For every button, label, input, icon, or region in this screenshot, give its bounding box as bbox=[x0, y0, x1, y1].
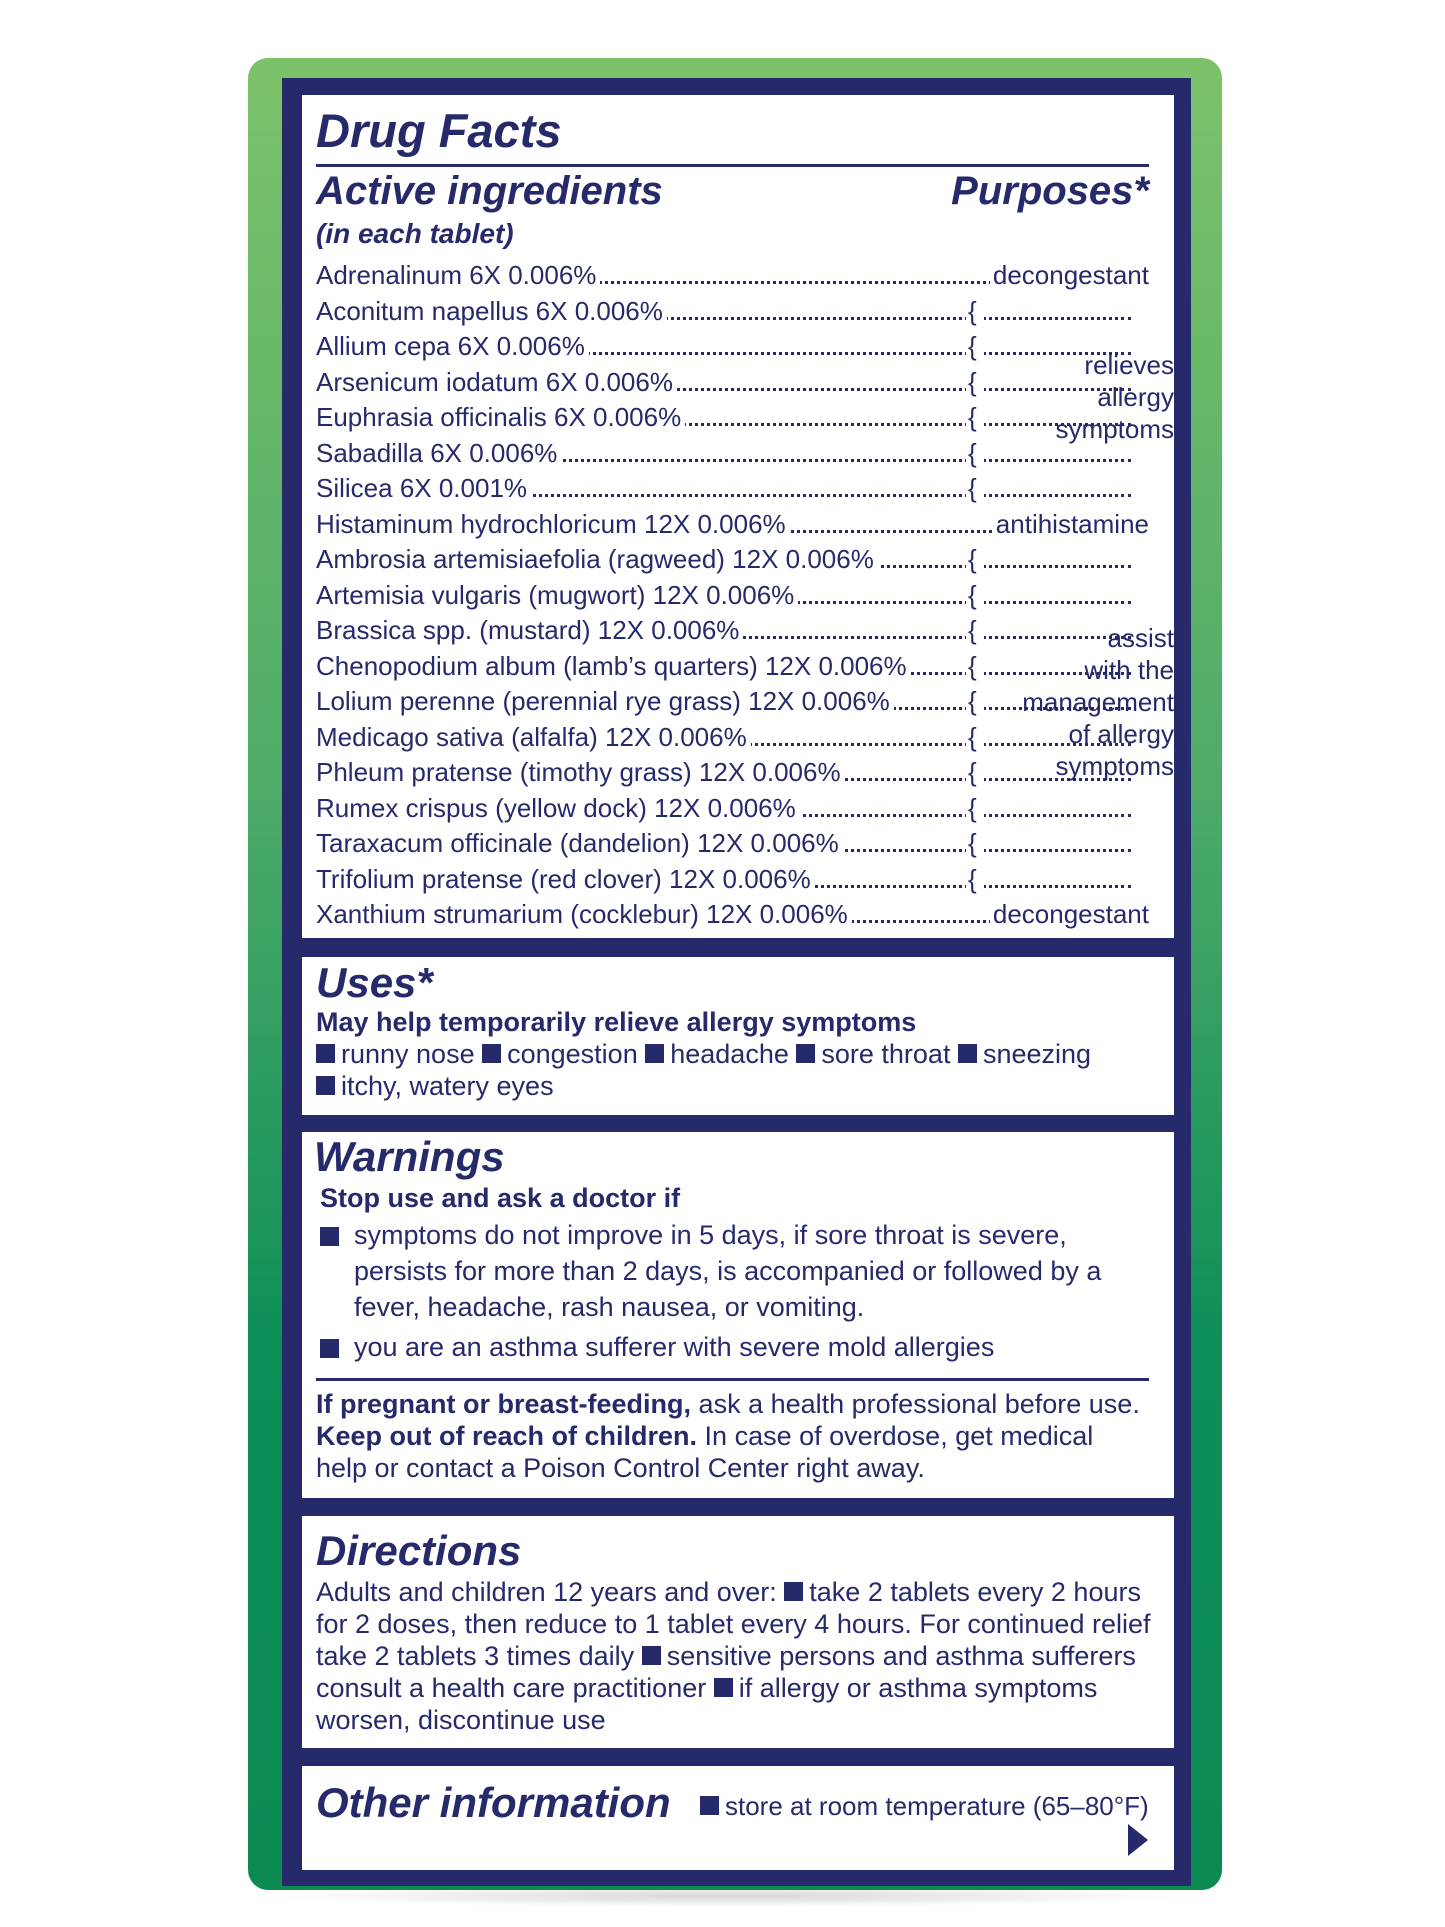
warnings-list bbox=[316, 1217, 1146, 1365]
purpose-line: assist bbox=[1107, 623, 1174, 653]
ingredient-row bbox=[316, 862, 1149, 897]
bullet-square-icon bbox=[482, 1044, 501, 1063]
uses-list bbox=[316, 1038, 1146, 1102]
list-item: headache bbox=[645, 1039, 789, 1069]
bullet-square-icon bbox=[316, 1076, 335, 1095]
other-info-item: store at room temperature (65–80°F) bbox=[700, 1790, 1149, 1822]
ingredient-name: Allium cepa 6X 0.006% bbox=[316, 331, 589, 361]
brace-mark: { bbox=[966, 649, 984, 684]
brace-mark: { bbox=[966, 613, 984, 648]
brace-mark: { bbox=[966, 791, 984, 826]
ingredient-row bbox=[316, 542, 1149, 577]
purpose-group-relieves bbox=[1004, 349, 1174, 445]
purpose-group-assist bbox=[1004, 622, 1174, 782]
list-item: sore throat bbox=[796, 1039, 950, 1069]
brace-mark: { bbox=[966, 542, 984, 577]
list-item: you are an asthma sufferer with severe mold allergies bbox=[316, 1329, 1146, 1365]
active-ingredients-heading: Active ingredients bbox=[316, 169, 663, 213]
ingredient-row bbox=[316, 507, 1149, 542]
pregnancy-warning bbox=[316, 1388, 1151, 1484]
ingredient-row bbox=[316, 897, 1149, 932]
list-item: if allergy or asthma symptoms worsen, discontinue use bbox=[316, 1673, 1098, 1735]
ingredient-row bbox=[316, 258, 1149, 293]
ingredient-name: Chenopodium album (lamb’s quarters) 12X 0.006% bbox=[316, 651, 911, 681]
ingredient-name: Brassica spp. (mustard) 12X 0.006% bbox=[316, 615, 743, 645]
bullet-square-icon bbox=[645, 1044, 664, 1063]
list-item: itchy, watery eyes bbox=[316, 1071, 554, 1101]
brace-mark: { bbox=[966, 329, 984, 364]
purpose-line: with the bbox=[1084, 655, 1174, 685]
ingredient-name: Artemisia vulgaris (mugwort) 12X 0.006% bbox=[316, 580, 798, 610]
ingredient-row bbox=[316, 578, 1149, 613]
ingredient-purpose: decongestant bbox=[990, 258, 1149, 293]
ingredient-name: Rumex crispus (yellow dock) 12X 0.006% bbox=[316, 793, 800, 823]
uses-heading: Uses* bbox=[316, 959, 433, 1006]
list-item: congestion bbox=[482, 1039, 638, 1069]
brace-mark: { bbox=[966, 826, 984, 861]
ingredient-name: Silicea 6X 0.001% bbox=[316, 473, 531, 503]
purposes-heading: Purposes* bbox=[951, 169, 1149, 213]
purpose-line: allergy bbox=[1097, 382, 1174, 412]
bullet-square-icon bbox=[316, 1044, 335, 1063]
active-subheading: (in each tablet) bbox=[316, 218, 514, 249]
purpose-line: symptoms bbox=[1055, 414, 1174, 444]
other-info-panel bbox=[302, 1766, 1174, 1870]
brace-mark: { bbox=[966, 471, 984, 506]
uses-panel bbox=[302, 957, 1174, 1115]
ingredient-name: Sabadilla 6X 0.006% bbox=[316, 438, 561, 468]
list-item: take 2 tablets every 2 hours for 2 doses, then reduce to 1 tablet every 4 hours. For continued relief take 2 tablets 3 times daily bbox=[316, 1577, 1151, 1671]
list-item: sneezing bbox=[958, 1039, 1091, 1069]
warnings-rule bbox=[316, 1378, 1149, 1381]
directions-intro: Adults and children 12 years and over: bbox=[316, 1577, 785, 1607]
brace-mark: { bbox=[966, 400, 984, 435]
ingredient-row bbox=[316, 294, 1149, 329]
directions-text bbox=[316, 1576, 1164, 1736]
ingredient-name: Arsenicum iodatum 6X 0.006% bbox=[316, 367, 677, 397]
brace-mark: { bbox=[966, 578, 984, 613]
ingredient-name: Medicago sativa (alfalfa) 12X 0.006% bbox=[316, 722, 751, 752]
drug-facts-title: Drug Facts bbox=[316, 104, 562, 157]
ingredient-name: Lolium perenne (perennial rye grass) 12X 0.006% bbox=[316, 686, 894, 716]
stop-use-heading: Stop use and ask a doctor if bbox=[320, 1183, 681, 1213]
directions-panel bbox=[302, 1516, 1174, 1748]
warnings-panel bbox=[302, 1132, 1174, 1498]
bullet-square-icon bbox=[714, 1678, 733, 1697]
ingredient-row bbox=[316, 791, 1149, 826]
brace-mark: { bbox=[966, 684, 984, 719]
ingredient-name: Ambrosia artemisiaefolia (ragweed) 12X 0.006% bbox=[316, 544, 878, 574]
continue-arrow-icon bbox=[1128, 1824, 1148, 1856]
warnings-heading: Warnings bbox=[314, 1133, 505, 1180]
ingredient-name: Phleum pratense (timothy grass) 12X 0.006% bbox=[316, 757, 845, 787]
ingredient-name: Xanthium strumarium (cocklebur) 12X 0.006% bbox=[316, 899, 852, 929]
brace-mark: { bbox=[966, 720, 984, 755]
ingredient-purpose: decongestant bbox=[990, 897, 1149, 932]
purpose-line: relieves bbox=[1084, 350, 1174, 380]
ingredient-name: Adrenalinum 6X 0.006% bbox=[316, 260, 600, 290]
purpose-line: symptoms bbox=[1055, 751, 1174, 781]
bullet-square-icon bbox=[958, 1044, 977, 1063]
reach-text: In case of overdose, get medical help or contact a Poison Control Center right away. bbox=[316, 1421, 1094, 1483]
ingredient-name: Aconitum napellus 6X 0.006% bbox=[316, 296, 667, 326]
uses-lead: May help temporarily relieve allergy symptoms bbox=[316, 1007, 917, 1037]
title-rule bbox=[316, 164, 1149, 167]
list-item: sensitive persons and asthma sufferers consult a health care practitioner bbox=[316, 1641, 1136, 1703]
bullet-square-icon bbox=[796, 1044, 815, 1063]
bullet-square-icon bbox=[642, 1646, 661, 1665]
purpose-line: management bbox=[1022, 687, 1174, 717]
ingredient-row bbox=[316, 471, 1149, 506]
ingredient-name: Histaminum hydrochloricum 12X 0.006% bbox=[316, 509, 790, 539]
ingredient-name: Taraxacum officinale (dandelion) 12X 0.006% bbox=[316, 828, 843, 858]
ingredient-row bbox=[316, 826, 1149, 861]
brace-mark: { bbox=[966, 755, 984, 790]
brace-mark: { bbox=[966, 862, 984, 897]
bullet-square-icon bbox=[784, 1582, 803, 1601]
pregnancy-text: ask a health professional before use. bbox=[691, 1389, 1140, 1419]
ingredient-name: Trifolium pratense (red clover) 12X 0.006% bbox=[316, 864, 815, 894]
bullet-square-icon bbox=[320, 1227, 339, 1246]
active-ingredients-panel bbox=[302, 95, 1174, 938]
reach-bold: Keep out of reach of children. bbox=[316, 1421, 698, 1451]
ingredient-name: Euphrasia officinalis 6X 0.006% bbox=[316, 402, 685, 432]
purpose-line: of allergy bbox=[1068, 719, 1174, 749]
other-info-heading: Other information bbox=[316, 1779, 671, 1826]
bullet-square-icon bbox=[700, 1796, 719, 1815]
brace-mark: { bbox=[966, 365, 984, 400]
list-item: symptoms do not improve in 5 days, if sore throat is severe, persists for more than 2 days, is accompanied or followed by a fever, headache, rash nausea, or vomiting. bbox=[316, 1217, 1146, 1325]
brace-mark: { bbox=[966, 436, 984, 471]
pregnancy-bold: If pregnant or breast-feeding, bbox=[316, 1389, 692, 1419]
brace-mark: { bbox=[966, 294, 984, 329]
ingredient-purpose: antihistamine bbox=[993, 507, 1149, 542]
directions-heading: Directions bbox=[316, 1527, 522, 1574]
list-item: runny nose bbox=[316, 1039, 475, 1069]
bullet-square-icon bbox=[320, 1339, 339, 1358]
